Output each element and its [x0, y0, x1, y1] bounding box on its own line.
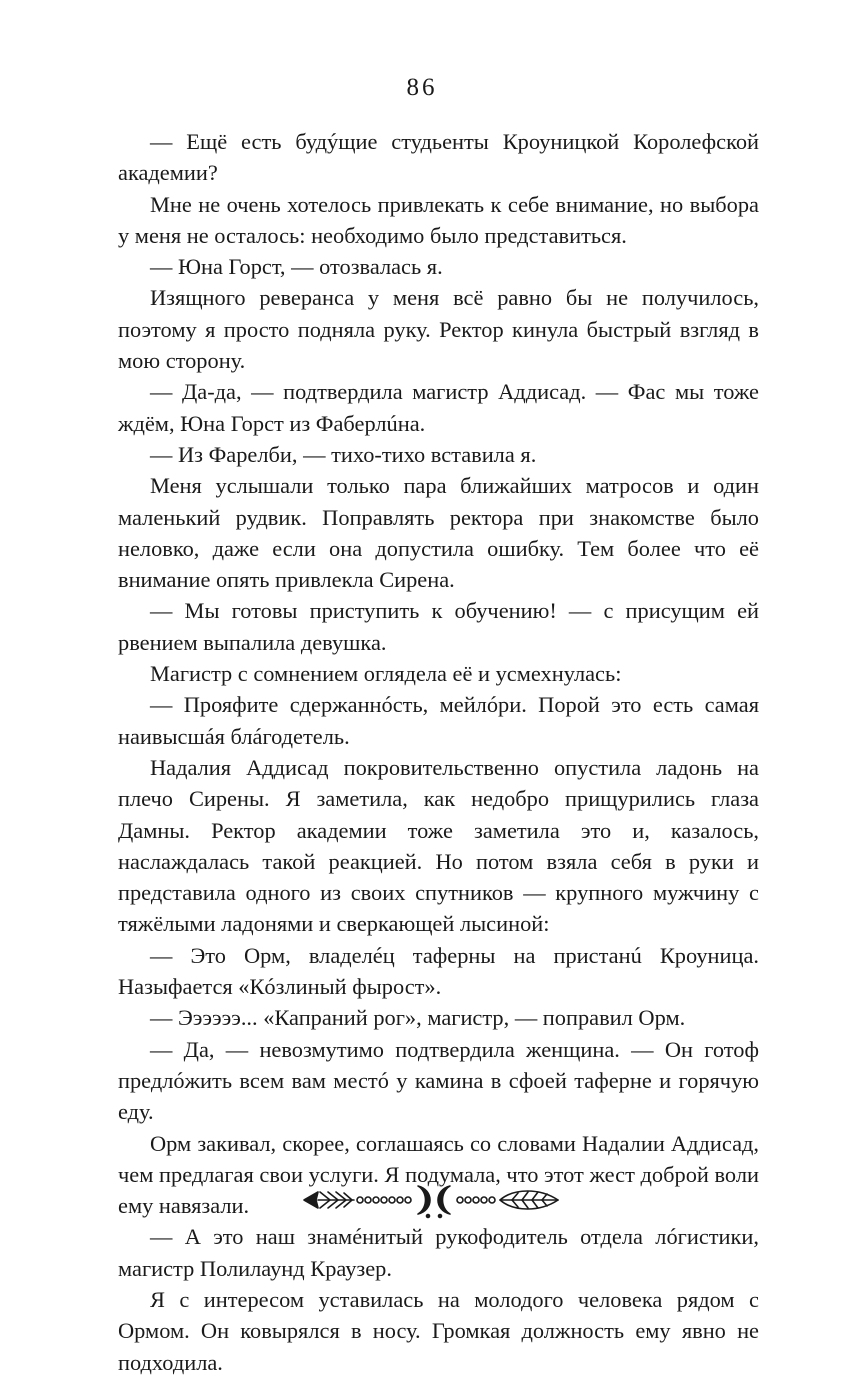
paragraph: Мне не очень хотелось привлекать к себе внимание, но выбора у меня не осталось: необходимо было представиться.	[118, 191, 759, 248]
paragraph: Надалия Аддисад покровительственно опустила ладонь на плечо Сирены. Я заметила, как недобро прищурились глаза Дамны. Ректор академии тоже заметила это и, казалось, наслаждалась такой реакцией. Но потом взяла себя в руки и представила одного из своих спутников — крупного мужчину с тяжёлыми ладонями и сверкающей лысиной:	[118, 754, 759, 937]
paragraph: Я с интересом уставилась на молодого человека рядом с Ормом. Он ковырялся в носу. Громкая должность ему явно не подходила.	[118, 1286, 759, 1375]
paragraph: — Да, — невозмутимо подтвердила женщина. — Он готоф предлóжить всем вам местó у камина в сфоей таферне и горячую еду.	[118, 1036, 759, 1125]
paragraph: — Юна Горст, — отозвалась я.	[150, 254, 443, 280]
paragraph: Магистр с сомнением оглядела её и усмехнулась:	[150, 661, 622, 687]
paragraph: — Это Орм, владелéц таферны на пристанú Кроуница. Назыфается «Кóзлиный фырост».	[118, 942, 759, 1000]
paragraph: — Ээээээ... «Капраний рог», магистр, — поправил Орм.	[150, 1005, 686, 1031]
paragraph: — Ещё есть будýщие студьенты Кроуницкой Королефской академии?	[118, 129, 759, 186]
paragraph: — Мы готовы приступить к обучению! — с присущим ей рвением выпалила девушка.	[118, 598, 759, 655]
paragraph: Меня услышали только пара ближайших матросов и один маленький рудвик. Поправлять ректора при знакомстве было неловко, даже если она допустила ошибку. Тем более что её внимание опять привлекла Сирена.	[118, 473, 759, 593]
paragraph: Орм закивал, скорее, соглашаясь со словами Надалии Аддисад, чем предлагая свои услуги. Я подумала, что этот жест доброй воли ему навязали.	[118, 1130, 759, 1219]
paragraph: Изящного реверанса у меня всё равно бы не получилось, поэтому я просто подняла руку. Ректор кинула быстрый взгляд в мою сторону.	[118, 285, 759, 374]
paragraph: — Да-да, — подтвердила магистр Аддисад. — Фас мы тоже ждём, Юна Горст из Фаберлúна.	[118, 379, 759, 436]
arrow-moon-ornament-icon	[300, 1180, 562, 1220]
paragraph: — Прояфите сдержаннóсть, мейлóри. Порой это есть самая наивысшáя блáгодетель.	[118, 692, 759, 749]
paragraph: — Из Фарелби, — тихо-тихо вставила я.	[150, 441, 537, 467]
paragraph: — А это наш знамéнитый рукофодитель отдела лóгистики, магистр Полилаунд Краузер.	[118, 1224, 759, 1281]
page-number: 86	[406, 74, 438, 101]
